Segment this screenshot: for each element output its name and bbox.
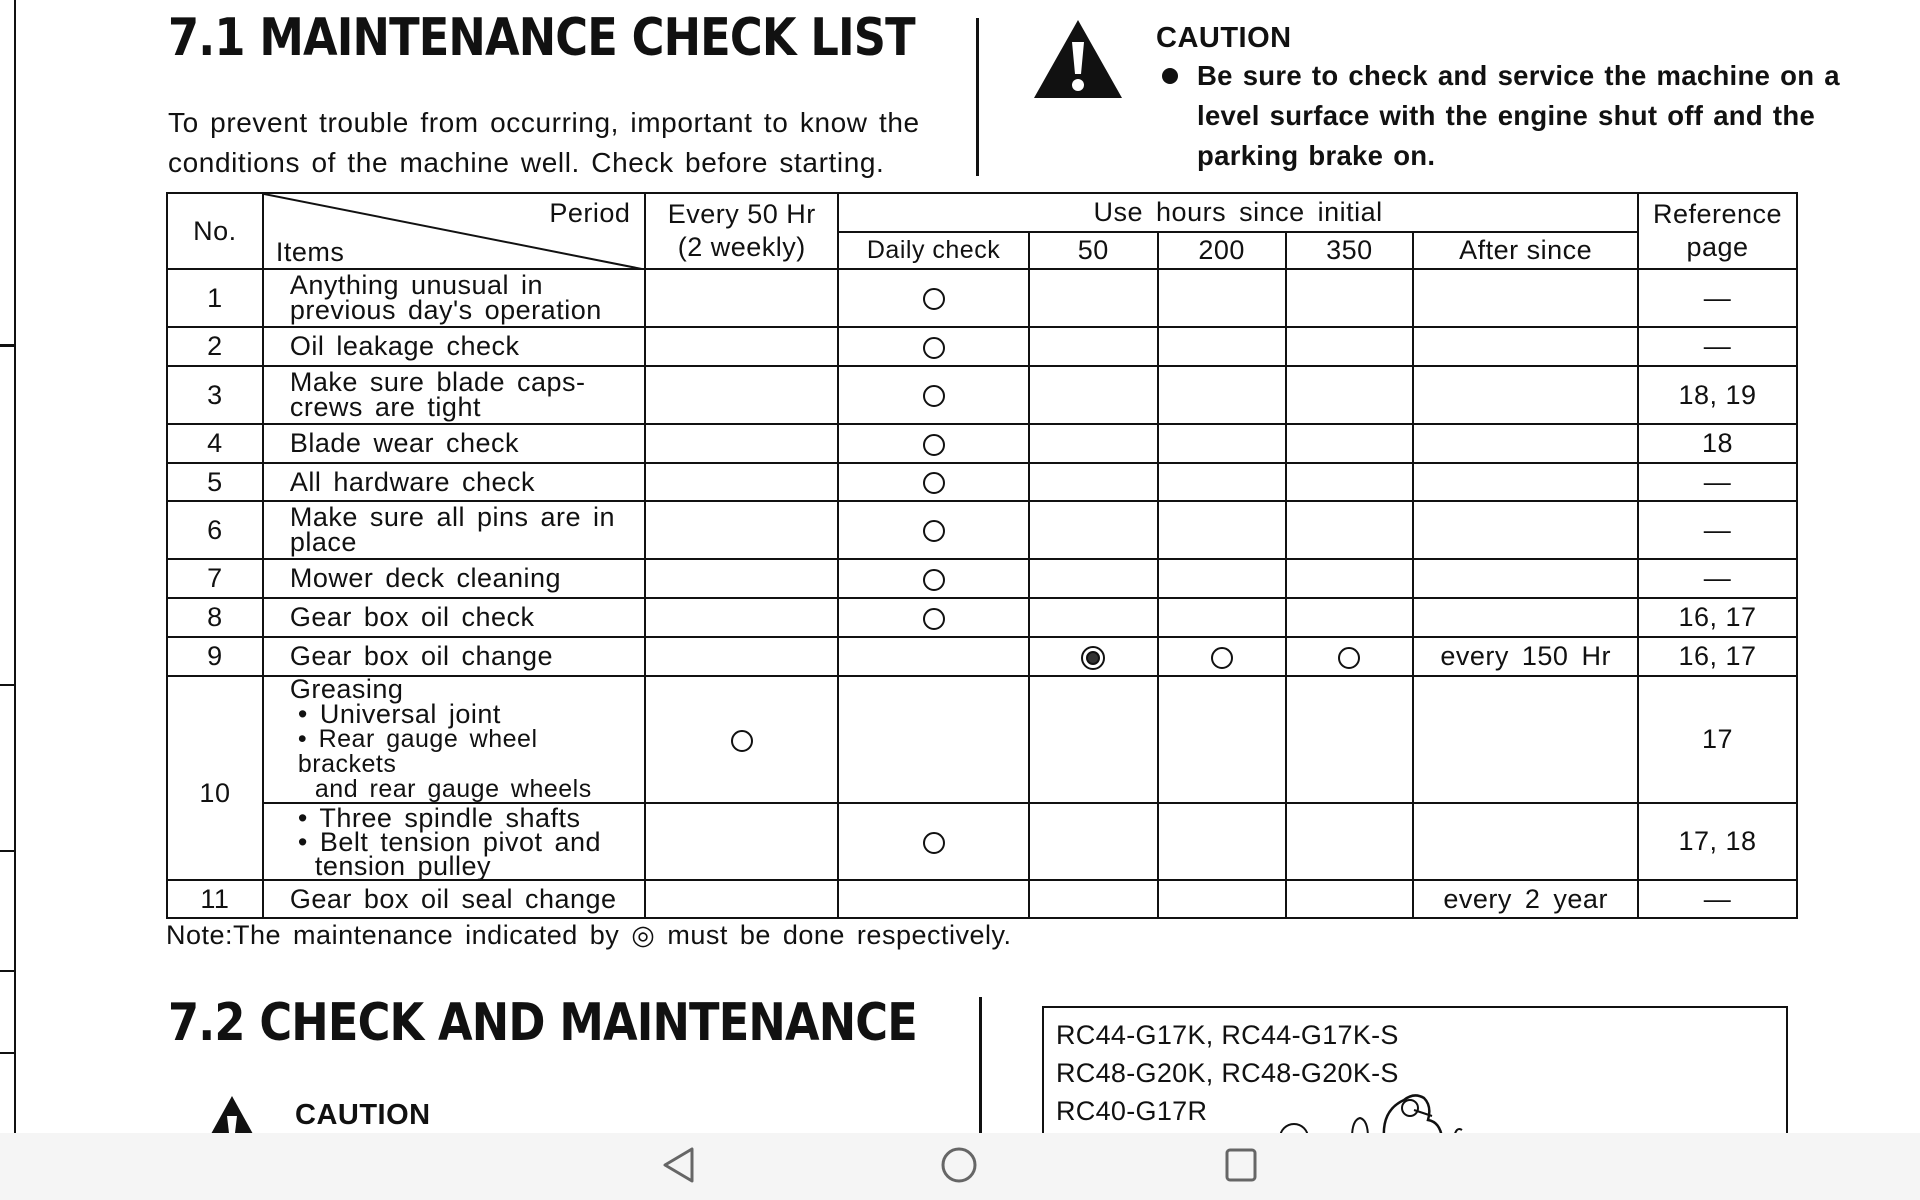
system-navigation-bar <box>0 1133 1920 1200</box>
table-row <box>167 676 1797 803</box>
header-period-items <box>263 193 646 269</box>
section-title-maintenance-check-list: 7.1 MAINTENANCE CHECK LIST <box>168 8 915 68</box>
item-line: Greasing <box>289 674 404 704</box>
page-edge-tick <box>0 344 14 347</box>
home-circle-icon[interactable] <box>940 1146 978 1184</box>
item-line: crews are tight <box>289 392 481 422</box>
daily-check-cell <box>838 501 1029 559</box>
header-every-50hr-line: (2 weekly) <box>677 232 806 262</box>
item-line: • Three spindle shafts <box>297 802 581 833</box>
row-item <box>263 366 646 424</box>
daily-check-cell <box>838 424 1029 463</box>
table-row <box>167 269 1797 327</box>
back-triangle-icon[interactable] <box>662 1146 696 1184</box>
header-350: 350 <box>1286 232 1414 269</box>
item-line: Make sure all pins are in <box>289 502 616 532</box>
header-items: Items <box>275 237 345 267</box>
circle-mark-icon <box>923 608 945 630</box>
row-item: Mower deck cleaning <box>263 559 646 598</box>
section-title-check-and-maintenance: 7.2 CHECK AND MAINTENANCE <box>168 993 917 1053</box>
header-reference-page <box>1638 193 1797 269</box>
intro-line: To prevent trouble from occurring, important to know the <box>168 107 920 138</box>
caution-heading: CAUTION <box>295 1099 431 1131</box>
item-line: Make sure blade caps- <box>289 367 586 397</box>
table-note: Note:The maintenance indicated by ◎ must be done respectively. <box>166 920 1012 950</box>
table-row <box>167 424 1797 463</box>
item-line: tension pulley <box>314 850 492 881</box>
circle-mark-icon <box>923 520 945 542</box>
row-number: 11 <box>167 880 263 918</box>
double-circle-mark-icon <box>1081 646 1105 670</box>
item-line: • Universal joint <box>297 699 501 729</box>
reference-page: — <box>1638 880 1797 918</box>
circle-mark-icon <box>731 730 753 752</box>
header-period: Period <box>549 198 631 228</box>
row-item <box>263 803 646 880</box>
row-number: 1 <box>167 269 263 327</box>
warning-triangle-icon <box>190 1094 274 1133</box>
item-line: • Rear gauge wheel brackets <box>297 725 538 778</box>
circle-mark-icon <box>1338 647 1360 669</box>
row-item: Gear box oil seal change <box>263 880 646 918</box>
caution-line: parking brake on. <box>1197 140 1436 171</box>
caution-line: level surface with the engine shut off and the <box>1197 100 1816 131</box>
hours-50-cell <box>1029 637 1158 676</box>
item-line: Anything unusual in <box>289 270 544 300</box>
column-divider <box>979 997 982 1133</box>
after-since-cell: every 150 Hr <box>1413 637 1638 676</box>
circle-mark-icon <box>923 472 945 494</box>
daily-check-cell <box>838 327 1029 366</box>
table-row <box>167 559 1797 598</box>
reference-page: 17 <box>1638 676 1797 803</box>
table-row <box>167 598 1797 637</box>
item-line: place <box>289 527 357 557</box>
row-item <box>263 269 646 327</box>
table-row <box>167 637 1797 676</box>
reference-page: 17, 18 <box>1638 803 1797 880</box>
page-edge-tick <box>0 970 14 972</box>
reference-page: 16, 17 <box>1638 637 1797 676</box>
header-200: 200 <box>1158 232 1286 269</box>
reference-page: 18 <box>1638 424 1797 463</box>
reference-page: 16, 17 <box>1638 598 1797 637</box>
page-edge-tick <box>0 684 14 686</box>
model-line: RC48-G20K, RC48-G20K-S <box>1056 1058 1399 1088</box>
circle-mark-icon <box>923 569 945 591</box>
model-line: RC44-G17K, RC44-G17K-S <box>1056 1020 1399 1050</box>
header-reference-line: Reference <box>1652 199 1783 229</box>
daily-check-cell <box>838 559 1029 598</box>
row-number: 9 <box>167 637 263 676</box>
header-after-since: After since <box>1413 232 1638 269</box>
table-row <box>167 880 1797 918</box>
header-every-50hr <box>645 193 838 269</box>
table-row <box>167 366 1797 424</box>
circle-mark-icon <box>1211 647 1233 669</box>
row-item <box>263 501 646 559</box>
warning-triangle-icon <box>1032 18 1124 100</box>
every-50hr-cell <box>645 676 838 803</box>
row-item: Gear box oil check <box>263 598 646 637</box>
circle-mark-icon <box>923 832 945 854</box>
row-number: 8 <box>167 598 263 637</box>
hours-200-cell <box>1158 637 1286 676</box>
daily-check-cell <box>838 598 1029 637</box>
circle-mark-icon <box>923 385 945 407</box>
row-number: 3 <box>167 366 263 424</box>
recents-square-icon[interactable] <box>1224 1147 1258 1183</box>
row-number: 10 <box>167 676 263 880</box>
machine-illustration <box>1264 1080 1464 1140</box>
item-line: and rear gauge wheels <box>314 775 592 803</box>
circle-mark-icon <box>923 288 945 310</box>
table-row <box>167 803 1797 880</box>
table-row <box>167 327 1797 366</box>
row-item: Blade wear check <box>263 424 646 463</box>
intro-text <box>168 103 920 183</box>
daily-check-cell <box>838 366 1029 424</box>
table-row <box>167 463 1797 501</box>
row-number: 2 <box>167 327 263 366</box>
column-divider <box>976 18 979 176</box>
header-use-hours: Use hours since initial <box>838 193 1638 232</box>
caution-text <box>1197 56 1840 176</box>
page-edge-tick <box>0 850 14 852</box>
after-since-cell: every 2 year <box>1413 880 1638 918</box>
item-line: previous day's operation <box>289 295 602 325</box>
header-50: 50 <box>1029 232 1158 269</box>
reference-page: — <box>1638 269 1797 327</box>
header-daily-check: Daily check <box>838 232 1029 269</box>
table-row <box>167 501 1797 559</box>
daily-check-cell <box>838 803 1029 880</box>
row-item: All hardware check <box>263 463 646 501</box>
daily-check-cell <box>838 269 1029 327</box>
row-item <box>263 676 646 803</box>
reference-page: — <box>1638 501 1797 559</box>
row-number: 5 <box>167 463 263 501</box>
page-edge-line <box>14 0 16 1133</box>
daily-check-cell <box>838 463 1029 501</box>
page-edge-tick <box>0 1052 14 1054</box>
header-reference-line: page <box>1686 232 1749 262</box>
caution-line: Be sure to check and service the machine on a <box>1197 60 1840 91</box>
reference-page: — <box>1638 463 1797 501</box>
row-number: 4 <box>167 424 263 463</box>
row-item: Oil leakage check <box>263 327 646 366</box>
reference-page: — <box>1638 327 1797 366</box>
caution-heading: CAUTION <box>1156 22 1292 54</box>
header-no: No. <box>167 193 263 269</box>
model-line: RC40-G17R <box>1056 1096 1208 1126</box>
circle-mark-icon <box>923 337 945 359</box>
row-item: Gear box oil change <box>263 637 646 676</box>
intro-line: conditions of the machine well. Check before starting. <box>168 147 885 178</box>
item-line: • Belt tension pivot and <box>297 826 602 857</box>
row-number: 6 <box>167 501 263 559</box>
hours-350-cell <box>1286 637 1414 676</box>
reference-page: 18, 19 <box>1638 366 1797 424</box>
header-every-50hr-line: Every 50 Hr <box>667 199 816 229</box>
row-number: 7 <box>167 559 263 598</box>
reference-page: — <box>1638 559 1797 598</box>
circle-mark-icon <box>923 434 945 456</box>
bullet-icon <box>1162 68 1178 84</box>
maintenance-check-table <box>166 192 1798 919</box>
